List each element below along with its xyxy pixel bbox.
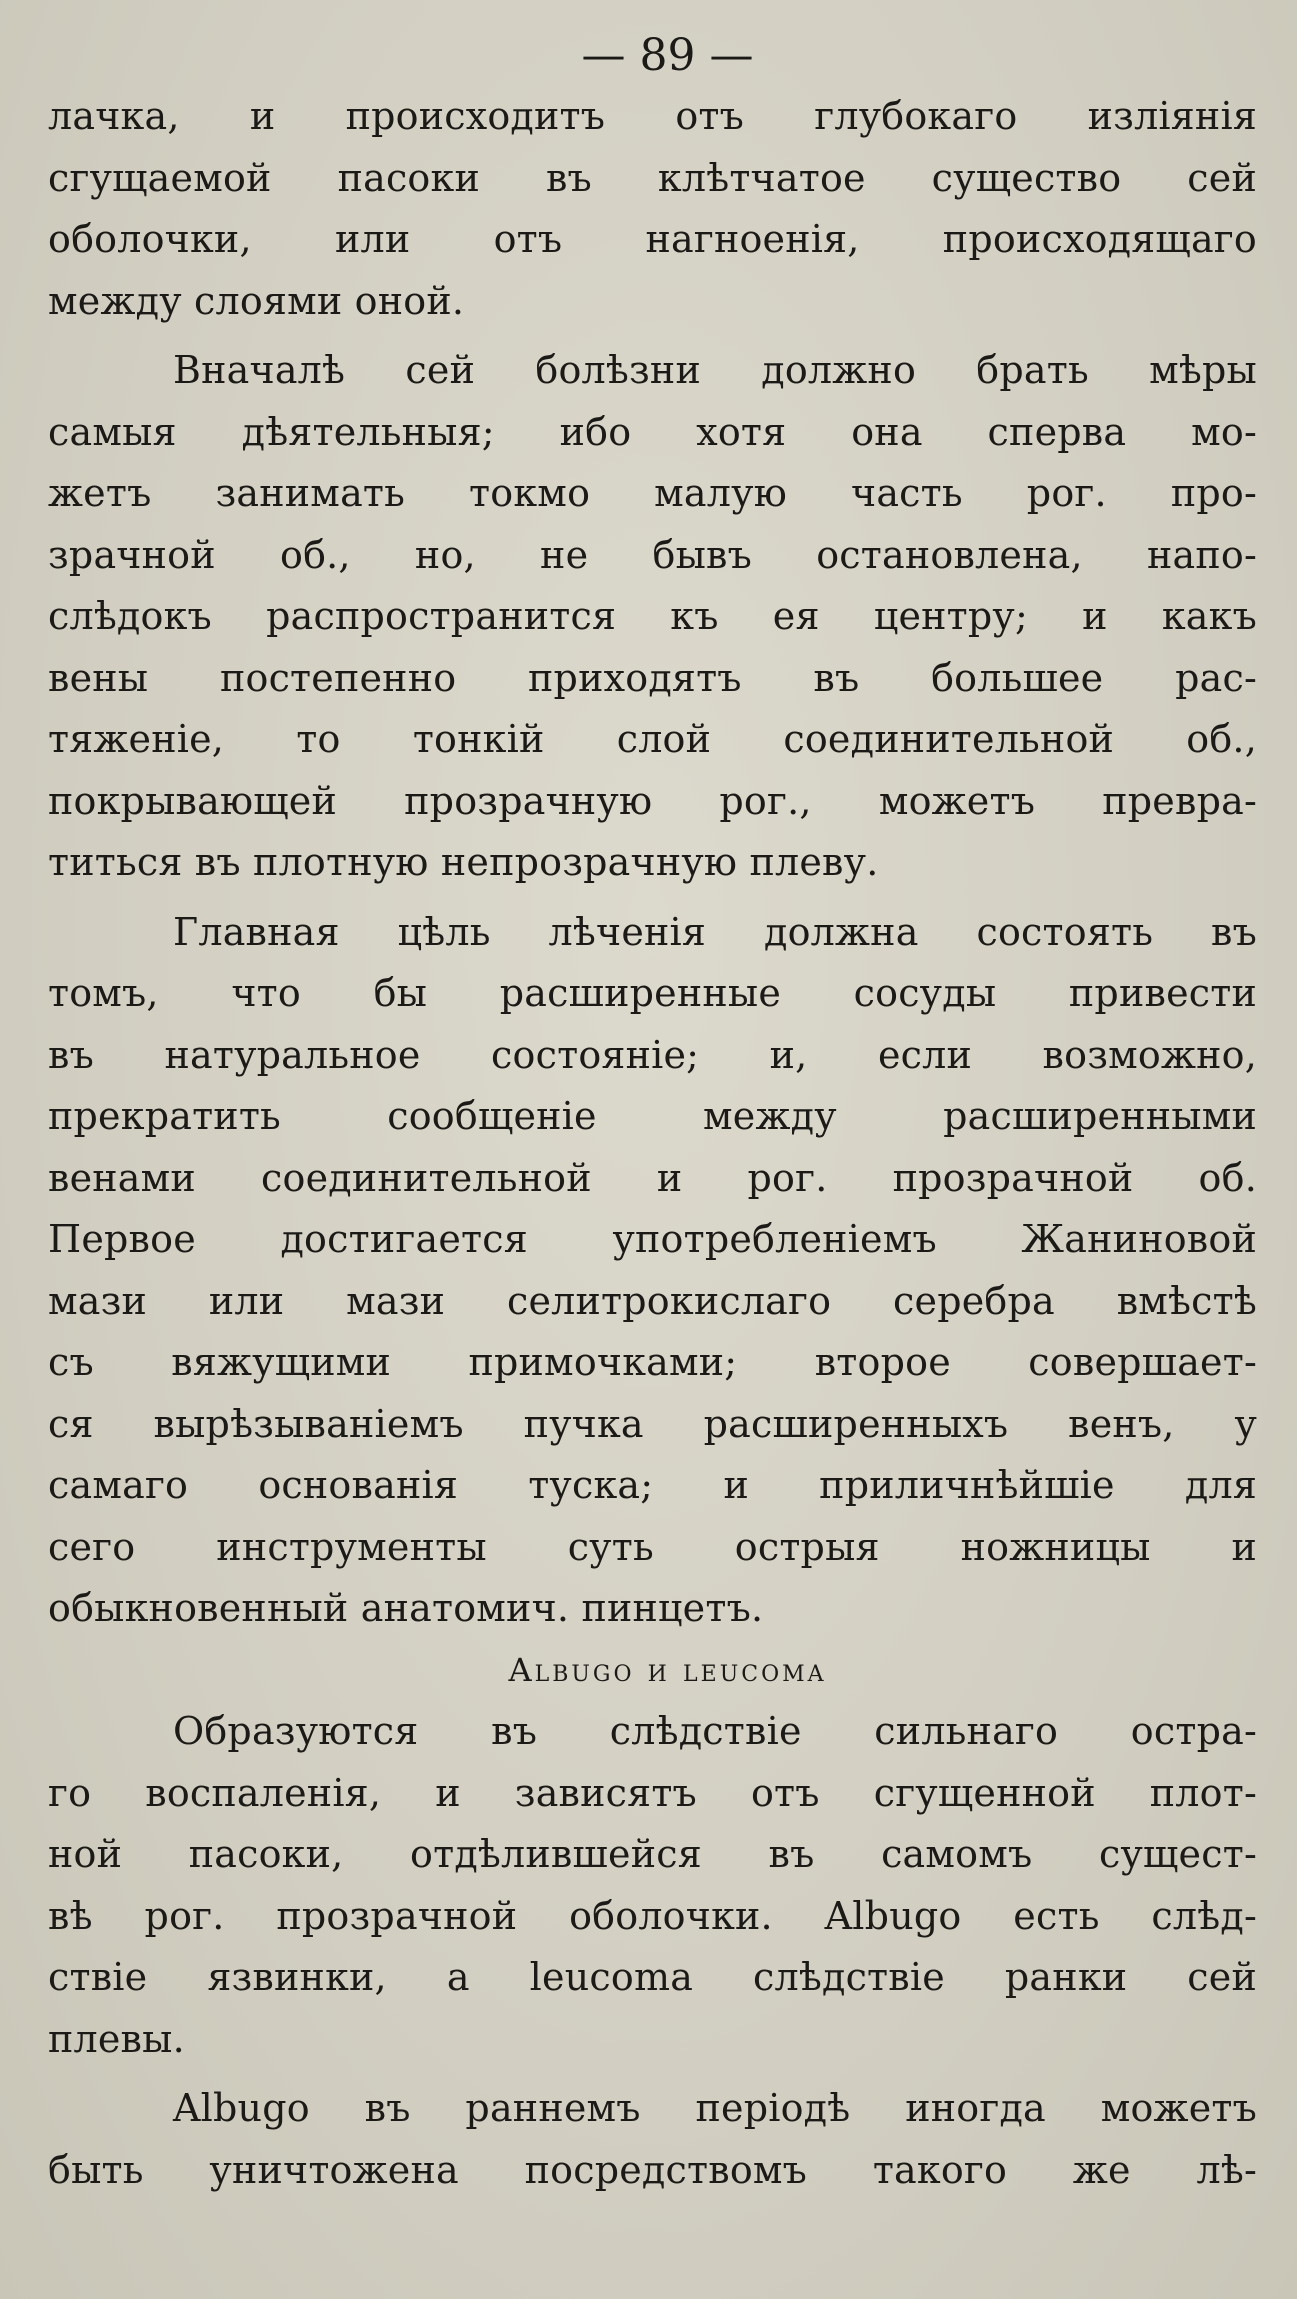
text-line: самыя дѣятельныя; ибо хотя она сперва мо- (48, 409, 1257, 454)
page-number: — 89 — (581, 30, 754, 81)
text-line: томъ, что бы расширенные сосуды привести (48, 971, 1257, 1015)
text-line: лачка, и происходитъ отъ глубокаго излiянiя (48, 94, 1257, 138)
text-line: тяженiе, то тонкiй слой соединительной об., (48, 717, 1257, 761)
paragraph (48, 86, 1257, 332)
text-line: Образуются въ слѣдствiе сильнаго остра- (173, 1709, 1257, 1753)
text-line: венами соединительной и рог. прозрачной об. (48, 1155, 1257, 1200)
text-line: мази или мази селитрокислаго серебра вмѣстѣ (48, 1278, 1257, 1323)
text-line: сгущаемой пасоки въ клѣтчатое существо сей (48, 155, 1257, 200)
text-line: оболочки, или отъ нагноенiя, происходящаго (48, 217, 1257, 261)
text-line: прекратить сообщенiе между расширенными (48, 1094, 1257, 1138)
text-line: жетъ занимать токмо малую часть рог. про- (48, 471, 1257, 515)
paragraph (48, 340, 1257, 894)
text-line: зрачной об., но, не бывъ остановлена, напо- (48, 532, 1257, 577)
paragraph (48, 2078, 1257, 2201)
text-line: самаго основанiя туска; и приличнѣйшiе для (48, 1463, 1257, 1507)
text-line: обыкновенный анатомич. пинцетъ. (48, 1586, 764, 1630)
text-line: го воспаленiя, и зависятъ отъ сгущенной плот- (48, 1770, 1257, 1815)
text-line: ся вырѣзыванiемъ пучка расширенныхъ венъ, у (48, 1401, 1257, 1446)
text-line: Главная цѣль лѣченiя должна состоять въ (173, 909, 1257, 954)
text-line: Albugo въ раннемъ перiодѣ иногда можетъ (173, 2086, 1257, 2130)
section-heading: Albugo и leucoma (508, 1650, 827, 1689)
text-line: слѣдокъ распространится къ ея центру; и какъ (48, 594, 1257, 638)
text-line: быть уничтожена посредствомъ такого же лѣ- (48, 2147, 1257, 2192)
paragraph (48, 1701, 1257, 2070)
text-line: съ вяжущими примочками; второе совершает- (48, 1340, 1257, 1384)
text-line: Вначалѣ сей болѣзни должно брать мѣры (173, 348, 1257, 392)
text-line: сего инструменты суть острыя ножницы и (48, 1524, 1257, 1569)
text-line: вены постепенно приходятъ въ большее рас- (48, 655, 1257, 700)
text-line: Первое достигается употребленiемъ Жаниновой (48, 1217, 1257, 1261)
text-line: покрывающей прозрачную рог., можетъ превра- (48, 778, 1257, 823)
text-line: ной пасоки, отдѣлившейся въ самомъ сущест- (48, 1832, 1257, 1876)
text-line: ствiе язвинки, а leucoma слѣдствiе ранки сей (48, 1955, 1257, 1999)
text-line: вѣ рог. прозрачной оболочки. Albugo есть слѣд- (48, 1893, 1257, 1938)
text-line: въ натуральное состоянiе; и, если возможно, (48, 1032, 1257, 1077)
text-line: между слоями оной. (48, 278, 465, 323)
text-line: титься въ плотную непрозрачную плеву. (48, 840, 879, 884)
text-line: плевы. (48, 2016, 185, 2061)
paragraph (48, 902, 1257, 1640)
